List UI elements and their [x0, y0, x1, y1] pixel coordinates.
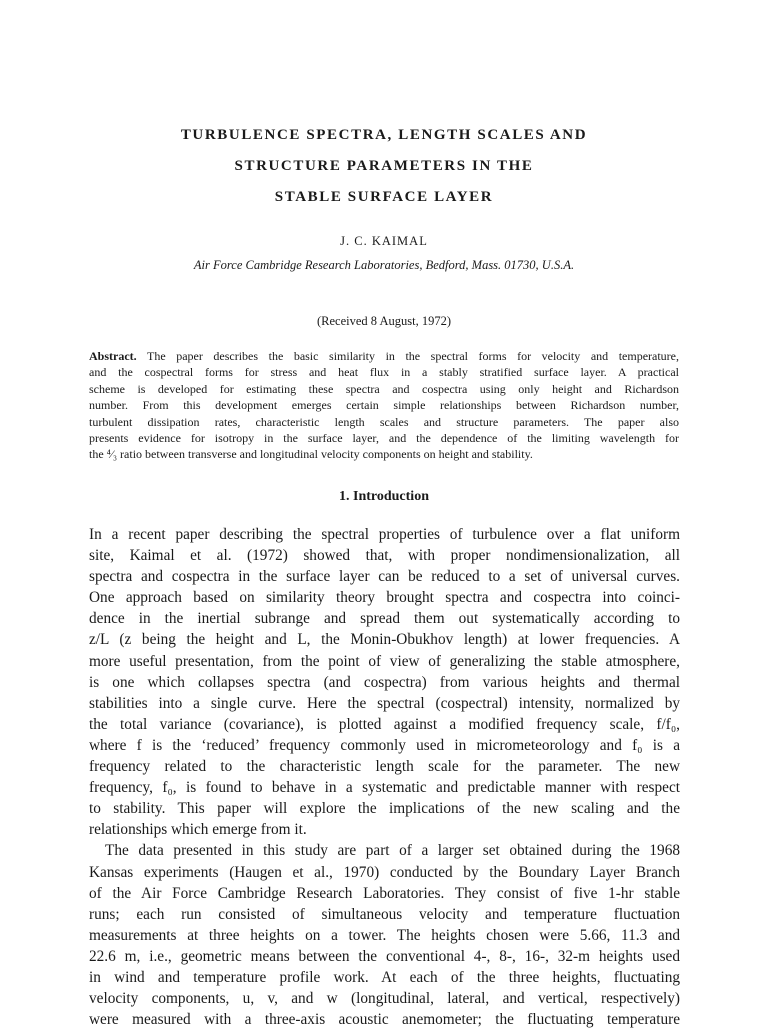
author-name: J. C. KAIMAL	[340, 234, 428, 248]
body-line: One approach based on similarity theory brought spectra and cospectra into coinci-	[89, 589, 680, 607]
body-line: runs; each run consisted of simultaneous velocity and temperature fluctuation	[89, 905, 680, 923]
body-line: In a recent paper describing the spectral properties of turbulence over a flat uniform	[89, 526, 680, 543]
body-line: where f is the ‘reduced’ frequency commonly used in micrometeorology and f₀ is a	[89, 736, 680, 754]
body-line: more useful presentation, from the point of view of generalizing the stable atmosphere,	[89, 652, 680, 670]
abstract-label: Abstract.	[89, 349, 137, 363]
abstract-line: the ⁴⁄₃ ratio between transverse and longitudinal velocity components on height and stability.	[89, 447, 533, 462]
body-line: to stability. This paper will explore the implications of the new scaling and the	[89, 800, 680, 818]
body-line: of the Air Force Cambridge Research Laboratories. They consist of five 1-hr stable	[89, 884, 680, 902]
body-line: frequency, f₀, is found to behave in a systematic and predictable manner with respect	[89, 779, 680, 797]
abstract-line: turbulent dissipation rates, characteristic length scales and structure parameters. The paper also	[89, 414, 679, 429]
abstract	[89, 348, 679, 463]
title-line: TURBULENCE SPECTRA, LENGTH SCALES AND	[180, 127, 588, 143]
body-line: the total variance (covariance), is plotted against a modified frequency scale, f/f₀,	[89, 715, 680, 733]
body-line: dence in the inertial subrange and spread them out systematically according to	[89, 610, 680, 628]
body-line: measurements at three heights on a tower. The heights chosen were 5.66, 11.3 and	[89, 926, 680, 944]
body-line: spectra and cospectra in the surface layer can be reduced to a set of universal curves.	[89, 568, 680, 586]
body-line: Kansas experiments (Haugen et al., 1970) conducted by the Boundary Layer Branch	[89, 863, 680, 881]
title-line: STABLE SURFACE LAYER	[274, 189, 494, 205]
body-line: were measured with a three-axis acoustic anemometer; the fluctuating temperature	[89, 1011, 680, 1029]
body-line: site, Kaimal et al. (1972) showed that, with proper nondimensionalization, all	[89, 547, 680, 565]
abstract-line: Abstract. The paper describes the basic similarity in the spectral forms for velocity and temperature,	[89, 349, 679, 363]
abstract-line: scheme is developed for estimating these spectra and cospectra using only height and Richardson	[89, 381, 679, 396]
body-line: stabilities into a single curve. Here the spectral (cospectral) intensity, normalized by	[89, 694, 680, 712]
body-line: in wind and temperature profile work. At each of the three heights, fluctuating	[89, 968, 680, 986]
body-line: velocity components, u, v, and w (longitudinal, lateral, and vertical, respectively)	[89, 990, 680, 1008]
author-affiliation: Air Force Cambridge Research Laboratories, Bedford, Mass. 01730, U.S.A.	[193, 258, 575, 272]
received-date: (Received 8 August, 1972)	[316, 314, 451, 328]
abstract-line: presents evidence for isotropy in the surface layer, and the dependence of the limiting wavelength for	[89, 431, 679, 446]
body-line: z/L (z being the height and L, the Monin-Obukhov length) at lower frequencies. A	[89, 631, 680, 649]
body-line: The data presented in this study are part of a larger set obtained during the 1968	[105, 842, 680, 860]
body-line: is one which collapses spectra (and cospectra) from various heights and thermal	[89, 673, 680, 691]
title-line: STRUCTURE PARAMETERS IN THE	[234, 158, 534, 174]
abstract-line: and the cospectral forms for stress and heat flux in a stably stratified surface layer. A practical	[89, 365, 679, 380]
body-line: 22.6 m, i.e., geometric means between the conventional 4-, 8-, 16-, 32-m heights used	[89, 947, 680, 965]
abstract-line: number. From this development emerges certain simple relationships between Richardson number,	[89, 398, 679, 413]
body-line: relationships which emerge from it.	[89, 821, 307, 839]
section-heading: 1. Introduction	[339, 489, 429, 504]
body-line: frequency related to the characteristic length scale for the parameter. The new	[89, 758, 680, 776]
body-text	[89, 524, 680, 1030]
paper-title	[0, 120, 768, 213]
